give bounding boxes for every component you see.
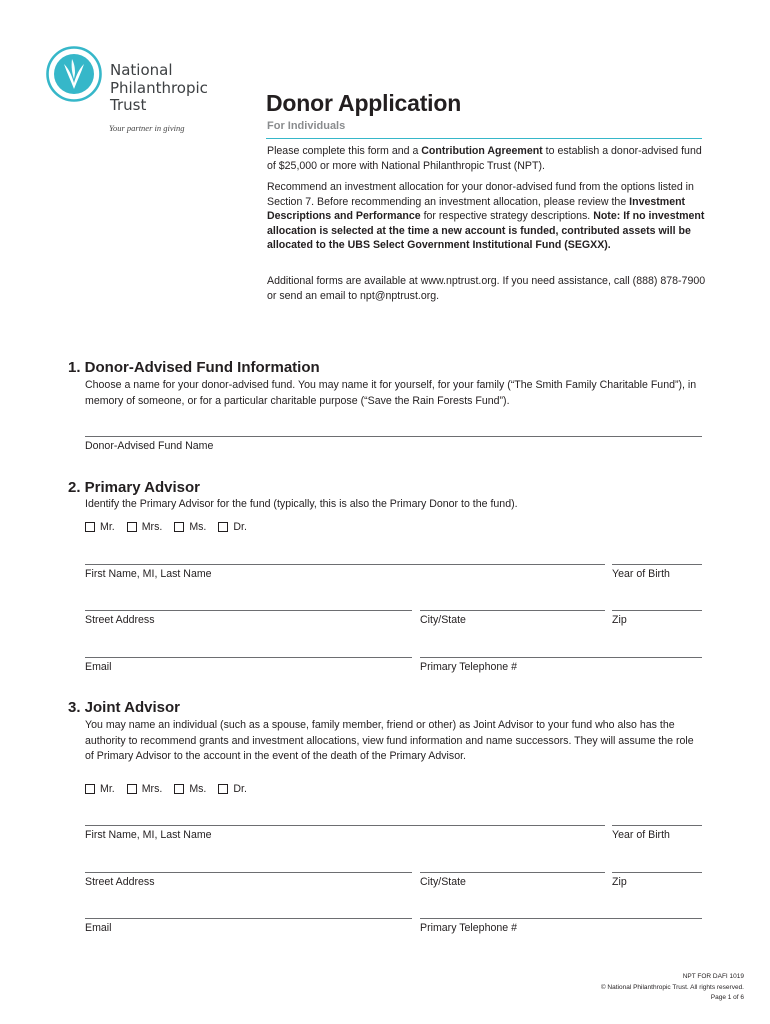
joint-phone-input[interactable] [420, 918, 702, 919]
section-2-title: 2. Primary Advisor [68, 479, 201, 496]
primary-name-input[interactable] [85, 564, 605, 565]
joint-yob-label: Year of Birth [612, 829, 670, 841]
joint-yob-input[interactable] [612, 825, 702, 826]
joint-city-label: City/State [420, 876, 466, 888]
section-1-title: 1. Donor-Advised Fund Information [68, 359, 320, 376]
primary-name-label: First Name, MI, Last Name [85, 568, 212, 580]
primary-salutation-options [85, 521, 247, 533]
joint-mrs-checkbox[interactable]: Mrs. [127, 783, 163, 795]
section-3-title: 3. Joint Advisor [68, 699, 180, 716]
section-3-description: You may name an individual (such as a spouse, family member, friend or other) as Joint Advisor to your fund who also has the authority to recommend grants and investment allocations, view fund information and name successors. They will assume the role of Primary Advisor to the account in the event of the death of the Primary Advisor. [85, 719, 694, 762]
primary-zip-label: Zip [612, 614, 627, 626]
primary-zip-input[interactable] [612, 610, 702, 611]
checkbox-icon [174, 784, 184, 794]
page-title: Donor Application [266, 90, 462, 116]
page-number: Page 1 of 6 [710, 994, 744, 1001]
fund-name-input[interactable] [85, 436, 702, 437]
primary-dr-checkbox[interactable]: Dr. [218, 521, 247, 533]
checkbox-icon [85, 784, 95, 794]
section-1-description: Choose a name for your donor-advised fund. You may name it for yourself, for your family (“The Smith Family Charitable Fund”), in memory of someone, or for a particular charitable purpose (“Save the Rain Forests Fund”). [85, 379, 697, 407]
intro-paragraph-3: Additional forms are available at www.nptrust.org. If you need assistance, call (888) 878-7900 or send an email to npt@nptrust.org. [267, 275, 706, 302]
checkbox-icon [218, 522, 228, 532]
checkbox-icon [85, 522, 95, 532]
brand-tagline: Your partner in giving [109, 123, 185, 133]
primary-city-label: City/State [420, 614, 466, 626]
primary-email-input[interactable] [85, 657, 412, 658]
joint-zip-label: Zip [612, 876, 627, 888]
joint-salutation-options [85, 783, 247, 795]
primary-yob-input[interactable] [612, 564, 702, 565]
joint-city-input[interactable] [420, 872, 605, 873]
intro-paragraph-1: Please complete this form and a Contribution Agreement to establish a donor-advised fund of $25,000 or more with National Philanthropic Trust (NPT). [267, 145, 702, 172]
joint-ms-checkbox[interactable]: Ms. [174, 783, 206, 795]
primary-yob-label: Year of Birth [612, 568, 670, 580]
intro-paragraph-2: Recommend an investment allocation for your donor-advised fund from the options listed in Section 7. Before recommending an investment allocation, please review the Investment Descriptions and Performance for respective strategy descriptions. Note: If no investment allocation is selected at the time a new account is funded, contributed assets will be allocated to the UBS Select Government Institutional Fund (SEGXX). [267, 181, 705, 252]
checkbox-icon [127, 784, 137, 794]
joint-email-input[interactable] [85, 918, 412, 919]
joint-dr-checkbox[interactable]: Dr. [218, 783, 247, 795]
npt-logo-icon [45, 45, 103, 103]
checkbox-icon [127, 522, 137, 532]
primary-street-label: Street Address [85, 614, 155, 626]
joint-name-input[interactable] [85, 825, 605, 826]
joint-street-input[interactable] [85, 872, 412, 873]
checkbox-icon [218, 784, 228, 794]
primary-email-label: Email [85, 661, 112, 673]
primary-mrs-checkbox[interactable]: Mrs. [127, 521, 163, 533]
joint-mr-checkbox[interactable]: Mr. [85, 783, 115, 795]
brand-name: National Philanthropic Trust [110, 61, 208, 114]
page-footer [601, 972, 744, 1004]
joint-phone-label: Primary Telephone # [420, 922, 517, 934]
fund-name-label: Donor-Advised Fund Name [85, 440, 214, 452]
primary-city-input[interactable] [420, 610, 605, 611]
joint-name-label: First Name, MI, Last Name [85, 829, 212, 841]
primary-phone-input[interactable] [420, 657, 702, 658]
primary-ms-checkbox[interactable]: Ms. [174, 521, 206, 533]
primary-phone-label: Primary Telephone # [420, 661, 517, 673]
primary-street-input[interactable] [85, 610, 412, 611]
form-code: NPT FOR DAFI 1019 [682, 973, 744, 980]
copyright: © National Philanthropic Trust. All rights reserved. [600, 983, 744, 991]
checkbox-icon [174, 522, 184, 532]
page-subtitle: For Individuals [267, 120, 346, 132]
joint-email-label: Email [85, 922, 112, 934]
primary-mr-checkbox[interactable]: Mr. [85, 521, 115, 533]
title-divider [266, 138, 702, 139]
joint-zip-input[interactable] [612, 872, 702, 873]
section-2-description: Identify the Primary Advisor for the fund (typically, this is also the Primary Donor to the fund). [85, 498, 518, 510]
joint-street-label: Street Address [85, 876, 155, 888]
